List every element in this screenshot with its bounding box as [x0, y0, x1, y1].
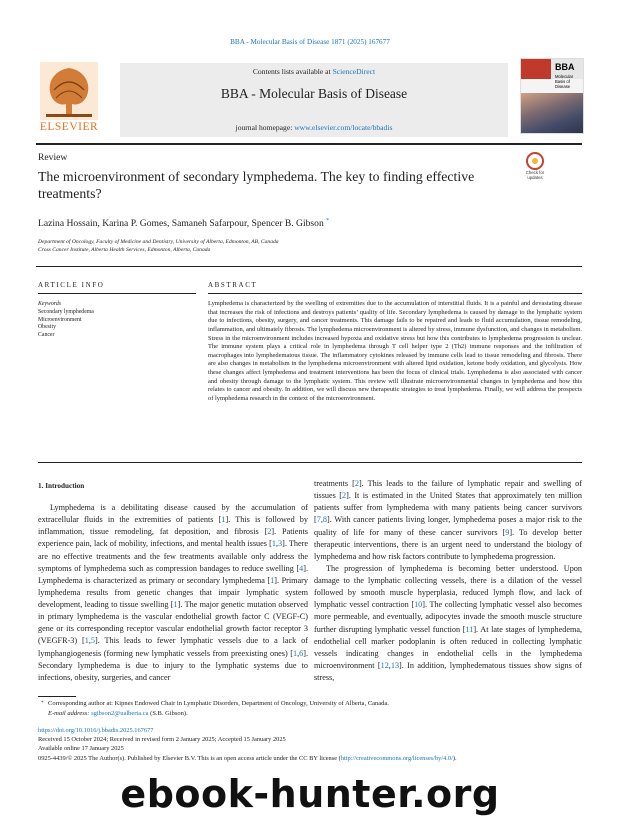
watermark-text: ebook-hunter.org: [120, 772, 500, 816]
article-info-rule: [38, 293, 196, 294]
header-rule: [36, 143, 582, 145]
journal-reference[interactable]: BBA - Molecular Basis of Disease 1871 (2025) 167677: [230, 38, 390, 46]
check-updates-label: Check for updates: [525, 170, 545, 180]
contents-line: [120, 67, 508, 76]
affiliations: [38, 238, 279, 254]
available-online: Available online 17 January 2025: [38, 745, 124, 753]
license-line: [38, 754, 457, 763]
cover-subtitle: Molecular Basis of Disease: [555, 74, 574, 89]
elsevier-logo[interactable]: [36, 60, 102, 138]
doi-link[interactable]: https://doi.org/10.1016/j.bbadis.2025.167677: [38, 727, 154, 734]
contents-prefix: Contents lists available at: [252, 67, 333, 76]
intro-paragraph: The progression of lymphedema is becoming better understood. Upon damage to the lymphatic collecting vessels, there is a dilation of the vessel followed by smooth muscle hyperplasia, reduced lymph flow, and lack of lymphatic vessel contraction [10]. The collecting lymphatic vessel also becomes more permeable, and eventually, adipocytes invade the smooth muscle structure further disrupting lymphatic vessel function [11]. At late stages of lymphedema, endothelial cell marker podoplanin is often reduced in collecting lymphatic vessels indicating changes in endothelial cells in the lymphedema microenvironment [12,13]. In addition, lymphedematous tissues show signs of stress,: [314, 563, 582, 682]
author-list: [38, 218, 329, 229]
introduction-heading: 1. Introduction: [38, 482, 85, 490]
corresponding-author-text: Corresponding author at: Kipnes Endowed Chair in Lymphatic Disorders, Department of Oncology, University of Alberta, Canada.: [48, 700, 389, 707]
cover-image: [521, 93, 583, 133]
email-link[interactable]: sgibson2@ualberta.ca: [91, 710, 149, 717]
sciencedirect-link[interactable]: ScienceDirect: [332, 67, 376, 76]
article-type: Review: [38, 152, 68, 163]
license-suffix: ).: [452, 754, 457, 762]
license-link[interactable]: http://creativecommons.org/licenses/by/4.0/: [340, 754, 453, 762]
received-dates: Received 15 October 2024; Received in revised form 2 January 2025; Accepted 15 January 2025: [38, 736, 286, 744]
email-line: [48, 709, 389, 719]
corresponding-author-note: [41, 699, 389, 709]
homepage-prefix: journal homepage:: [235, 123, 295, 132]
abstract-heading: ABSTRACT: [208, 281, 258, 289]
author-names: Lazina Hossain, Karina P. Gomes, Samaneh Safarpour, Spencer B. Gibson: [38, 218, 324, 230]
corresponding-author-mark[interactable]: *: [326, 218, 330, 224]
article-title: The microenvironment of secondary lymphedema. The key to finding effective treatments?: [38, 169, 475, 201]
affiliation-rule: [36, 266, 582, 267]
intro-column-left: [38, 502, 308, 684]
footnote-mark: *: [41, 701, 44, 706]
article-metadata: [38, 726, 457, 763]
keywords-label: Keywords: [38, 301, 61, 307]
keyword-item: Secondary lymphedema: [38, 309, 94, 315]
license-prefix: 0925-4439/© 2025 The Author(s). Published by Elsevier B.V. This is an open access article under the CC BY license (: [38, 754, 341, 762]
footnote-rule: [38, 696, 76, 697]
publisher-name: ELSEVIER: [39, 121, 99, 133]
cover-label: BBA: [555, 62, 575, 72]
keywords-list: [38, 309, 94, 340]
intro-paragraph: Lymphedema is a debilitating disease caused by the accumulation of extracellular fluids in the extremities of patients [1]. This is followed by inflammation, tissue remodeling, fat deposition, and fibrosis [2]. Patients experience pain, lack of mobility, infections, and mental health issues [1,3]. There are no effective treatments and the few treatments available only address the symptoms of lymphedema such as compression bandages to reduce swelling [4]. Lymphedema is characterized as primary or secondary lymphedema [1]. Primary lymphedema results from genetic changes that impair lymphatic system development, leading to tissue swelling [1]. The major genetic mutation observed in primary lymphedema is the vascular endothelial growth factor C (VEGF-C) gene or its corresponding receptor vascular endothelial growth factor receptor 3 (VEGFR-3) [1,5]. This leads to fewer lymphatic vessels due to a lack of lymphangiogenesis (forming new lymphatic vessels from preexisting ones) [1,6]. Secondary lymphedema is due to injury to the lymphatic systems due to infections, obesity, surgeries, and cancer: [38, 503, 309, 682]
abstract-text: Lymphedema is characterized by the swelling of extremities due to the accumulation of interstitial fluids. It is a painful and devastating disease that increases the risk of infections and destroys patients’ quality of life. Secondary lymphedema is caused by damage to the lymphatic system due to infections, obesity, surgery, and cancer treatments. This damage fails to be repaired and leads to fluid accumulation, tissue remodeling, inflammation, and ultimately fibrosis. The lymphedema microenvironment is altered by stress, immune dysfunction, and changes in metabolism. Stress in the microenvironment includes increased hypoxia and oxidative stress but how this contributes to lymphedema progression is unclear. The immune system plays a critical role in lymphedema through T cell helper type 2 (Th2) immune responses and the infiltration of macrophages into lymphedematous tissue. The inflammatory cytokines released by immune cells lead to tissue remodeling and fibrosis. There are also changes in metabolism in the lymphedema microenvironment with altered lipid oxidation, ketone body oxidation, and glycolysis. How these changes affect lymphedema and treatment interventions has been the focus of clinical trials. Lymphedema is also associated with cancer and obesity through damage to the lymphatic system. This review will illustrate microenvironmental changes in lymphedema and how this relates to cancer and obesity. In addition, we will discuss new therapeutic strategies to treat lymphedema. Finally, we will address the prospects of lymphedema research in the context of the microenvironment.: [208, 300, 582, 402]
email-label: E-mail address:: [48, 710, 92, 717]
intro-column-right: [314, 478, 582, 684]
check-updates-icon: [526, 152, 544, 170]
check-for-updates-button[interactable]: [520, 152, 550, 186]
keyword-item: Cancer: [38, 332, 55, 339]
footnote: [41, 699, 389, 719]
intro-paragraph: treatments [2]. This leads to the failure of lymphatic repair and swelling of tissues [2]. It is estimated in the United States that approximately ten million patients suffer from lymphedema with many patients being cancer survivors [7,8]. With cancer patients living longer, lymphedema poses a major risk to the quality of life for many of these cancer survivors [9]. To develop better therapeutic interventions, there is an urgent need to understand the biology of lymphedema and how risk factors contribute to lymphedema progression.: [314, 479, 583, 561]
abstract-rule: [208, 293, 582, 294]
abstract-end-rule: [38, 462, 582, 463]
affiliation-1: Department of Oncology, Faculty of Medicine and Dentistry, University of Alberta, Edmonton, AB, Canada: [38, 239, 279, 245]
journal-name: BBA - Molecular Basis of Disease: [220, 86, 408, 101]
cover-red-block: [521, 59, 551, 79]
email-suffix: (S.B. Gibson).: [148, 710, 188, 717]
article-info-heading: ARTICLE INFO: [38, 281, 105, 289]
keyword-item: Microenvironment: [38, 316, 82, 323]
keyword-item: Obesity: [38, 324, 57, 331]
homepage-line: [120, 123, 508, 132]
homepage-link[interactable]: www.elsevier.com/locate/bbadis: [294, 123, 393, 132]
affiliation-2: Cross Cancer Institute, Alberta Health Services, Edmonton, Alberta, Canada: [38, 247, 211, 253]
journal-cover-thumbnail[interactable]: [520, 58, 584, 134]
